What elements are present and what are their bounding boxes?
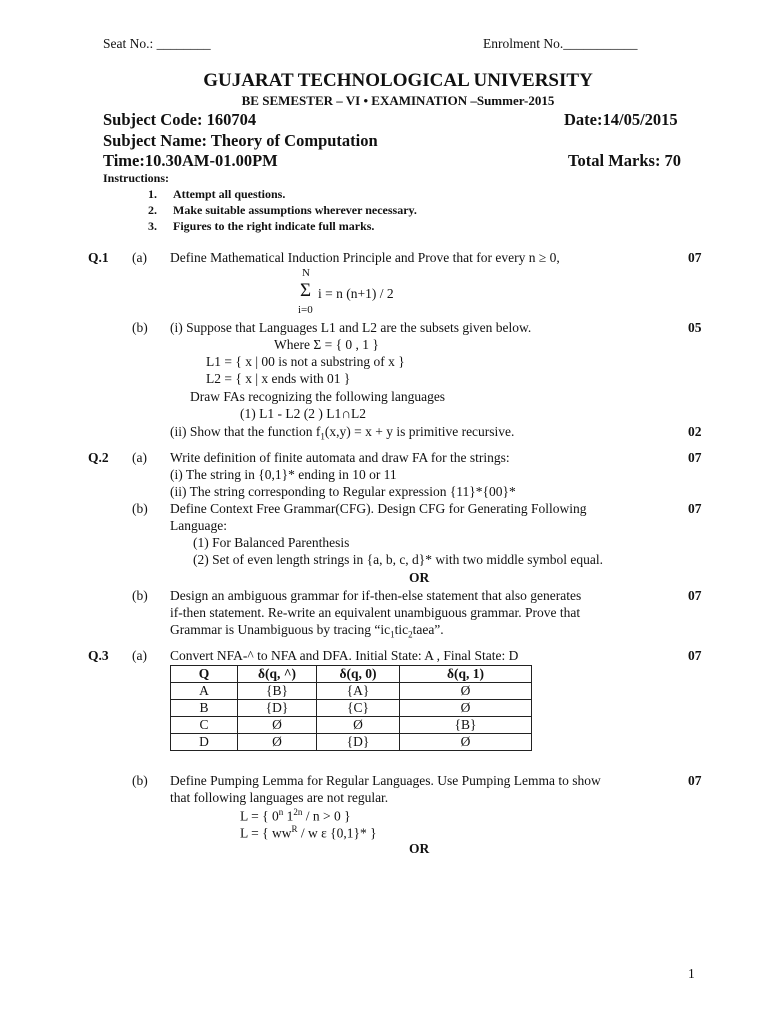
table-cell: Ø bbox=[400, 700, 532, 717]
sigma-symbol: Σ bbox=[300, 280, 312, 301]
question-text: Write definition of finite automata and draw FA for the strings: bbox=[170, 450, 510, 465]
part-label: (a) bbox=[132, 450, 147, 465]
question-number: Q.1 bbox=[88, 250, 109, 265]
question-text: Define Mathematical Induction Principle and Prove that for every n ≥ 0, bbox=[170, 250, 560, 265]
total-marks: Total Marks: 70 bbox=[568, 151, 682, 170]
language-definition: L = { $ww^R$ / w ε {0,1}* } bbox=[240, 824, 377, 841]
table-cell: C bbox=[171, 717, 238, 734]
question-text: Grammar is Unambiguous by tracing “$ic_1tic_2taea$”. bbox=[170, 622, 444, 640]
question-text: Draw FAs recognizing the following languages bbox=[190, 389, 446, 404]
question-number: Q.2 bbox=[88, 450, 109, 465]
part-label: (b) bbox=[132, 501, 148, 516]
instruction-text: Make suitable assumptions wherever necessary. bbox=[173, 203, 417, 217]
part-label: (b) bbox=[132, 320, 148, 335]
seat-no: Seat No.: ________ bbox=[103, 36, 211, 51]
question-text: Convert NFA-^ to NFA and DFA. Initial State: A , Final State: D bbox=[170, 648, 519, 663]
question-text: (1) L1 - L2 (2 ) L1∩L2 bbox=[240, 406, 366, 421]
table-cell: {C} bbox=[317, 700, 400, 717]
question-text: L1 = { x | 00 is not a substring of x } bbox=[206, 354, 405, 369]
sum-expression: i = n (n+1) / 2 bbox=[318, 286, 394, 301]
question-text: (i) Suppose that Languages L1 and L2 are the subsets given below. bbox=[170, 320, 532, 335]
table-header-cell: δ(q, ^) bbox=[238, 666, 317, 683]
table-cell: {B} bbox=[238, 683, 317, 700]
or-separator: OR bbox=[409, 841, 430, 856]
part-label: (b) bbox=[132, 773, 148, 788]
instructions-heading: Instructions: bbox=[103, 171, 170, 185]
marks: 07 bbox=[688, 250, 702, 265]
question-text: that following languages are not regular. bbox=[170, 790, 389, 805]
exam-date: Date:14/05/2015 bbox=[564, 110, 678, 129]
instruction-num: 2. bbox=[148, 203, 157, 217]
table-cell: {D} bbox=[238, 700, 317, 717]
table-header-cell: δ(q, 0) bbox=[317, 666, 400, 683]
marks: 02 bbox=[688, 424, 702, 439]
question-text: L2 = { x | x ends with 01 } bbox=[206, 371, 351, 386]
sum-lower-limit: i=0 bbox=[298, 304, 313, 316]
table-row bbox=[171, 734, 532, 751]
semester-line: BE SEMESTER – VI • EXAMINATION –Summer-2015 bbox=[241, 93, 555, 108]
table-cell: {B} bbox=[400, 717, 532, 734]
question-text: (1) For Balanced Parenthesis bbox=[193, 535, 350, 550]
question-text: (i) The string in {0,1}* ending in 10 or 11 bbox=[170, 467, 397, 482]
enrolment-no: Enrolment No.___________ bbox=[483, 36, 638, 51]
transition-table bbox=[170, 665, 532, 751]
table-row bbox=[171, 700, 532, 717]
page-number: 1 bbox=[688, 966, 695, 981]
subject-code: Subject Code: 160704 bbox=[103, 110, 257, 129]
or-separator: OR bbox=[409, 570, 430, 585]
table-cell: Ø bbox=[317, 717, 400, 734]
university-title: GUJARAT TECHNOLOGICAL UNIVERSITY bbox=[203, 70, 593, 91]
subject-name: Subject Name: Theory of Computation bbox=[103, 131, 378, 150]
part-label: (b) bbox=[132, 588, 148, 603]
table-header-row bbox=[171, 666, 532, 683]
exam-time: Time:10.30AM-01.00PM bbox=[103, 151, 278, 170]
table-cell: A bbox=[171, 683, 238, 700]
table-cell: {D} bbox=[317, 734, 400, 751]
question-text: Define Context Free Grammar(CFG). Design CFG for Generating Following bbox=[170, 501, 587, 516]
instruction-num: 1. bbox=[148, 187, 157, 201]
language-definition: L = { 0$^n$ $1^{2n} / n > 0$ } bbox=[240, 807, 351, 824]
table-cell: Ø bbox=[238, 734, 317, 751]
question-text: Design an ambiguous grammar for if-then-else statement that also generates bbox=[170, 588, 582, 603]
question-text: (2) Set of even length strings in {a, b, c, d}* with two middle symbol equal. bbox=[193, 552, 604, 567]
table-row bbox=[171, 683, 532, 700]
marks: 07 bbox=[688, 648, 702, 663]
part-label: (a) bbox=[132, 648, 147, 663]
instruction-num: 3. bbox=[148, 219, 157, 233]
instruction-text: Attempt all questions. bbox=[173, 187, 286, 201]
table-cell: {A} bbox=[317, 683, 400, 700]
marks: 07 bbox=[688, 501, 702, 516]
marks: 07 bbox=[688, 450, 702, 465]
question-number: Q.3 bbox=[88, 648, 109, 663]
question-text: (ii) The string corresponding to Regular expression {11}*{00}* bbox=[170, 484, 516, 499]
question-text: Language: bbox=[170, 518, 227, 533]
instruction-text: Figures to the right indicate full marks. bbox=[173, 219, 375, 233]
table-cell: D bbox=[171, 734, 238, 751]
table-header-cell: δ(q, 1) bbox=[400, 666, 532, 683]
table-cell: B bbox=[171, 700, 238, 717]
question-text: if-then statement. Re-write an equivalent unambiguous grammar. Prove that bbox=[170, 605, 581, 620]
question-text: Where Σ = { 0 , 1 } bbox=[274, 337, 379, 352]
question-text: Define Pumping Lemma for Regular Languages. Use Pumping Lemma to show bbox=[170, 773, 601, 788]
table-header-cell: Q bbox=[171, 666, 238, 683]
question-text: (ii) Show that the function $f_1(x,y) = x + y$ is primitive recursive. bbox=[170, 424, 515, 442]
marks: 07 bbox=[688, 588, 702, 603]
table-cell: Ø bbox=[238, 717, 317, 734]
table-cell: Ø bbox=[400, 734, 532, 751]
marks: 07 bbox=[688, 773, 702, 788]
part-label: (a) bbox=[132, 250, 147, 265]
sum-upper-limit: N bbox=[302, 267, 310, 279]
marks: 05 bbox=[688, 320, 702, 335]
table-cell: Ø bbox=[400, 683, 532, 700]
table-row bbox=[171, 717, 532, 734]
